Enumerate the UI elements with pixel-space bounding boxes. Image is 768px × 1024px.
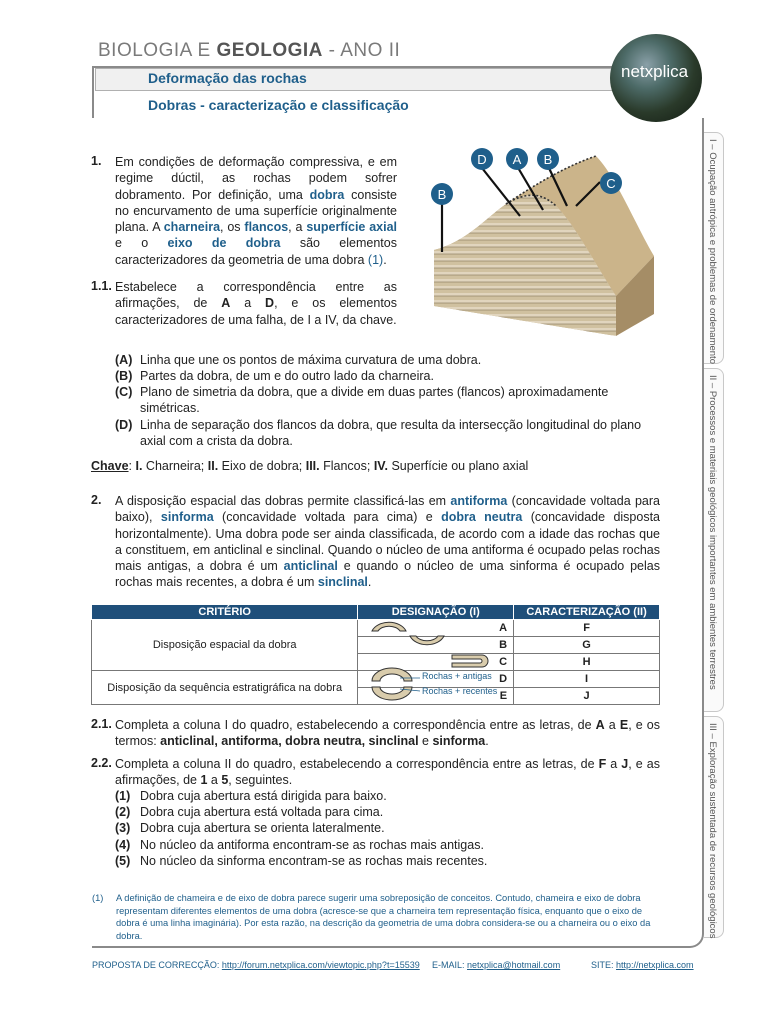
- afirmacao-2: (2) Dobra cuja abertura está voltada para cima.: [115, 805, 384, 819]
- q22-number: 2.2.: [91, 756, 112, 770]
- label-rochas-recentes: Rochas + recentes: [422, 686, 498, 696]
- afirmacao-5: (5) No núcleo da sinforma encontram-se as rochas mais recentes.: [115, 854, 488, 868]
- footnote: (1) A definição de chameira e de eixo de dobra parece sugerir uma sobreposição de conceitos. Contudo, chameira e eixo de dobra representam diferentes elementos de uma dobra (acresce-se que a charneira tem representação física, enquanto que o eixo de dobra é uma linha imaginária). Por esta razão, na descrição da geometria de uma dobra considera-se ou a charneira ou o eixo da dobra.: [92, 893, 651, 941]
- designation-C: C: [358, 654, 514, 671]
- syncline-icon: [372, 687, 412, 700]
- label-A: A: [512, 152, 522, 167]
- side-tab-3[interactable]: III – Exploração sustentada de recursos geológicos: [704, 716, 724, 938]
- q1-text: Em condições de deformação compressiva, e em regime dúctil, as rochas podem sofrer dobramento. Por definição, uma dobra consiste no encurvamento de uma superfície originalmente plana. A charneira, os flancos, a superfície axial e o eixo de dobra são elementos caracterizadores da geometria de uma dobra (1).: [115, 155, 398, 267]
- q11-number: 1.1.: [91, 279, 112, 293]
- q11-text: Estabelece a correspondência entre as afirmações, de A a D, e os elementos caracterizadores de uma falha, de I a IV, da chave.: [115, 280, 397, 327]
- q2-text: A disposição espacial das dobras permite classificá-las em antiforma (concavidade voltada para baixo), sinforma (concavidade voltada para cima) e dobra neutra (concavidade disposta horizontalmente). Uma dobra pode ser ainda classificada, de acordo com a idade das rochas que a constituem, em anticlinal e sinclinal. Quando o núcleo de uma antiforma é ocupado pelas rochas mais antigas, a dobra é um anticlinal e quando o núcleo de uma sinforma é ocupado pelas rochas mais recentes, a dobra é um sinclinal.: [115, 494, 660, 590]
- characterization-H: H: [514, 654, 660, 671]
- statement-B: (B) Partes da dobra, de um e do outro lado da charneira.: [115, 369, 434, 383]
- q22-text: Completa a coluna II do quadro, estabelecendo a correspondência entre as letras, de F a J, e as afirmações, de 1 a 5, seguintes.: [115, 757, 660, 788]
- characterization-F: F: [514, 620, 660, 637]
- afirmacao-3: (3) Dobra cuja abertura se orienta lateralmente.: [115, 821, 385, 835]
- characterization-I: I: [514, 671, 660, 688]
- characterization-J: J: [514, 688, 660, 705]
- criterion-stratigraphic: Disposição da sequência estratigráfica na dobra: [92, 671, 358, 705]
- footer-proposta: PROPOSTA DE CORRECÇÃO: http://forum.netxplica.com/viewtopic.php?t=15539: [92, 960, 420, 970]
- q1-number: 1.: [91, 154, 102, 168]
- side-tab-2[interactable]: II – Processos e materiais geológicos importantes em ambientes terrestres: [704, 368, 724, 712]
- footer-email: E-MAIL: netxplica@hotmail.com: [432, 960, 561, 970]
- label-D: D: [477, 152, 487, 167]
- email-link[interactable]: netxplica@hotmail.com: [467, 960, 561, 970]
- designation-E: E: [358, 688, 514, 705]
- header-designacao: DESIGNAÇÃO (I): [358, 605, 514, 620]
- chave: Chave: I. Charneira; II. Eixo de dobra; III. Flancos; IV. Superfície ou plano axial: [91, 459, 529, 473]
- anticline-icon: [372, 668, 412, 681]
- label-C: C: [606, 176, 616, 191]
- course-title: BIOLOGIA E GEOLOGIA - ANO II: [98, 40, 401, 61]
- designation-B: B: [358, 637, 514, 654]
- statement-A: (A) Linha que une os pontos de máxima curvatura de uma dobra.: [115, 353, 482, 367]
- designation-A: A: [358, 620, 514, 637]
- label-rochas-antigas: Rochas + antigas: [422, 671, 492, 681]
- topic-title: Deformação das rochas: [148, 70, 307, 86]
- statement-C: (C) Plano de simetria da dobra, que a divide em duas partes (flancos) aproximadamente simétricas.: [115, 385, 609, 416]
- site-link[interactable]: http://netxplica.com: [616, 960, 694, 970]
- criterion-spatial: Disposição espacial da dobra: [92, 620, 358, 671]
- proposta-link[interactable]: http://forum.netxplica.com/viewtopic.php?t=15539: [221, 960, 420, 970]
- characterization-G: G: [514, 637, 660, 654]
- q21-text: Completa a coluna I do quadro, estabelecendo a correspondência entre as letras, de A a E, e os termos: anticlinal, antiforma, dobra neutra, sinclinal e sinforma.: [115, 718, 661, 749]
- designation-D: D: [358, 671, 514, 688]
- header-criterio: CRITÉRIO: [92, 605, 358, 620]
- afirmacao-1: (1) Dobra cuja abertura está dirigida para baixo.: [115, 789, 387, 803]
- synform-icon: [410, 636, 444, 645]
- logo-text: netxplica: [621, 62, 689, 81]
- subtopic-title: Dobras - caracterização e classificação: [148, 97, 409, 113]
- side-tab-1[interactable]: I – Ocupação antrópica e problemas de ordenamento: [704, 132, 724, 364]
- q21-number: 2.1.: [91, 717, 112, 731]
- afirmacao-4: (4) No núcleo da antiforma encontram-se as rochas mais antigas.: [115, 838, 484, 852]
- fold-diagram: [416, 146, 660, 346]
- antiform-icon: [372, 622, 406, 631]
- neutral-fold-icon: [452, 655, 488, 667]
- q2-number: 2.: [91, 493, 102, 507]
- footer-site: SITE: http://netxplica.com: [591, 960, 694, 970]
- statement-D: (D) Linha de separação dos flancos da dobra, que resulta da intersecção longitudinal do plano axial com a crista da dobra.: [115, 418, 642, 449]
- label-B: B: [543, 152, 553, 167]
- header-caracterizacao: CARACTERIZAÇÃO (II): [514, 605, 660, 620]
- label-B2: B: [437, 187, 447, 202]
